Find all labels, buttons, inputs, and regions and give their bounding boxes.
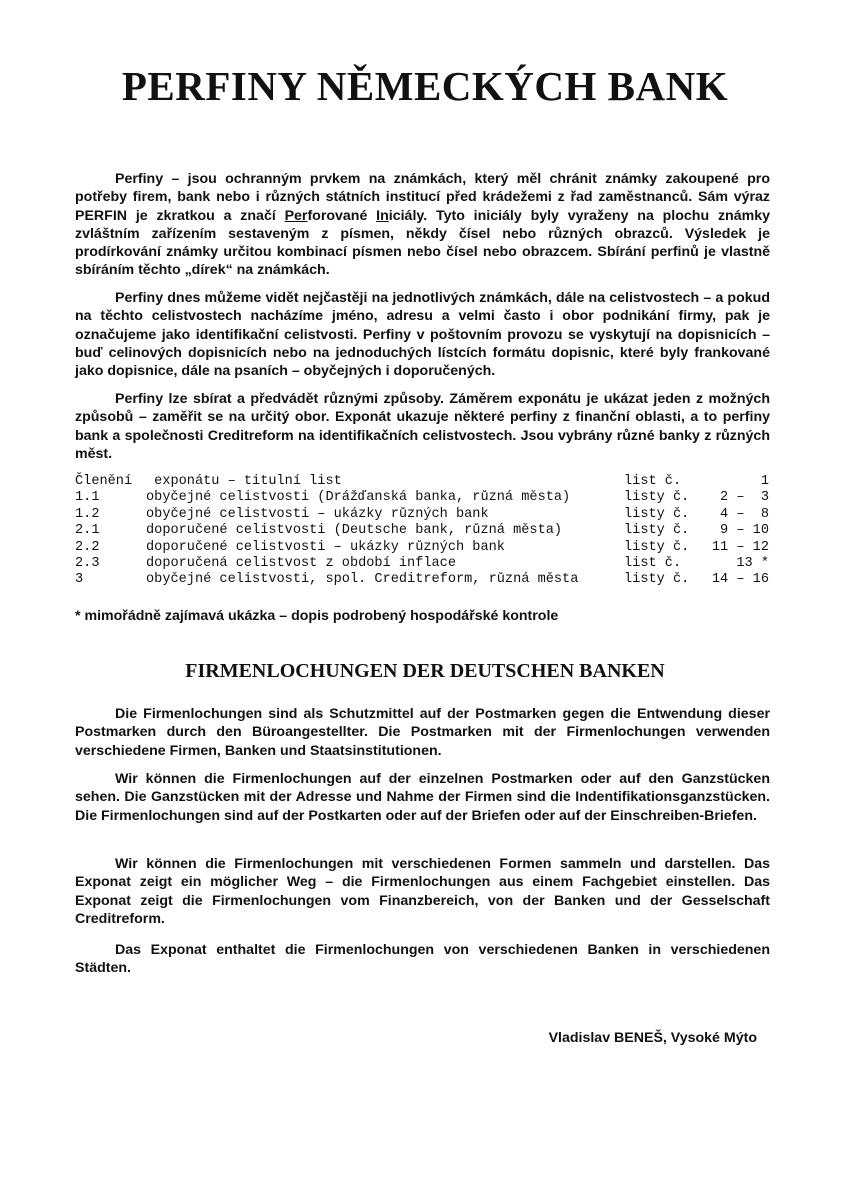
czech-p1-text-c: iciály. Tyto iniciály byly vyraženy na plochu známky zvláštním zařízením sestaveným z písmen, někdy čísel nebo různých obrazců. Výsledek je prodírkování známky určitou kombinací písmen nebo čísel nebo obrazcem. Sbírání perfinů je vlastně sbíráním těchto „dírek“ na známkách.: [75, 207, 770, 279]
toc-row: [75, 556, 775, 572]
czech-paragraph-1: [75, 170, 770, 280]
toc-sheet-label: listy č.: [624, 572, 690, 588]
toc-number: 2.3: [75, 555, 100, 571]
german-paragraph-1: Die Firmenlochungen sind als Schutzmittel auf der Postmarken gegen die Entwendung dieser Postmarken durch den Büroangestellter. Die Postmarken mit der Firmenlochungen verwenden verschiedene Firmen, Banken und Staatsinstitutionen.: [75, 706, 770, 759]
czech-p1-underline-per: Per: [284, 207, 308, 224]
toc-sheet-label: listy č.: [624, 523, 690, 539]
toc-sheet-label: list č.: [624, 555, 682, 571]
toc-description: doporučené celistvosti (Deutsche bank, různá města): [146, 523, 563, 539]
czech-paragraph-2: Perfiny dnes můžeme vidět nejčastěji na jednotlivých známkách, dále na celistvostech – a pokud na těchto celistvostech nacházíme jméno, adresu a velmi často i obor podnikání firmy, pak je označujeme jako identifikační celistvosti. Perfiny v poštovním provozu se vyskytují na dopisnicích – buď celinových dopisnicích nebo na jednoduchých lístcích formátu dopisnic, které byly frankované jako dopisnice, dále na psaních – obyčejných i doporučených.: [75, 290, 770, 380]
toc-number: Členění: [75, 474, 133, 489]
toc-row: [75, 507, 775, 523]
toc-description: obyčejné celistvosti, spol. Creditreform, různá města: [146, 572, 579, 588]
toc-sheet-label: listy č.: [624, 490, 690, 506]
page-title: PERFINY NĚMECKÝCH BANK: [121, 63, 729, 109]
german-paragraph-2: Wir können die Firmenlochungen auf der einzelnen Postmarken oder auf den Ganzstücken sehen. Die Ganzstücken mit der Adresse und Nahme der Firmen sind die Indentifikationsganzstücken. Die Firmenlochungen sind auf der Postkarten oder auf der Briefen oder auf der Einschreiben-Briefen.: [75, 771, 770, 824]
toc-sheet-range: 1: [760, 474, 769, 489]
toc-number: 1.1: [75, 490, 100, 506]
toc-row: [75, 572, 775, 588]
czech-p1-underline-in: In: [376, 207, 389, 224]
czech-p1-text-b: forované: [307, 207, 377, 224]
german-section-title: FIRMENLOCHUNGEN DER DEUTSCHEN BANKEN: [185, 660, 665, 682]
toc-description: exponátu – titulní list: [146, 474, 342, 489]
german-paragraph-4: Das Exponat enthaltet die Firmenlochungen von verschiedenen Banken in verschiedenen Städten.: [75, 942, 770, 977]
toc-row: [75, 540, 775, 556]
czech-paragraph-3: Perfiny lze sbírat a předvádět různými způsoby. Záměrem exponátu je ukázat jeden z možných způsobů – zaměřit se na určitý obor. Exponát ukazuje některé perfiny z finanční oblasti, a to perfiny bank a společnosti Creditreform na identifikačních celistvostech. Jsou vybrány různé banky z různých měst.: [75, 391, 770, 462]
toc-row: [75, 490, 775, 506]
author-signature: Vladislav BENEŠ, Vysoké Mýto: [548, 1030, 757, 1046]
toc-row: [75, 474, 775, 490]
toc-number: 3: [75, 572, 84, 588]
toc-number: 2.1: [75, 523, 100, 539]
toc-description: obyčejné celistvosti (Drážďanská banka, různá města): [146, 490, 571, 506]
toc-number: 2.2: [75, 539, 100, 555]
exhibit-contents-list: [75, 474, 775, 589]
toc-sheet-range: 14 – 16: [711, 572, 769, 588]
toc-sheet-label: listy č.: [624, 506, 690, 522]
toc-description: obyčejné celistvosti – ukázky různých bank: [146, 506, 489, 522]
toc-sheet-label: listy č.: [624, 539, 690, 555]
toc-row: [75, 523, 775, 539]
toc-sheet-range: 11 – 12: [711, 539, 769, 555]
toc-sheet-range: 13 *: [736, 555, 769, 571]
toc-sheet-range: 9 – 10: [720, 523, 769, 539]
toc-sheet-range: 2 – 3: [720, 490, 769, 506]
toc-description: doporučené celistvosti – ukázky různých bank: [146, 539, 505, 555]
toc-number: 1.2: [75, 506, 100, 522]
toc-description: doporučená celistvost z období inflace: [146, 555, 456, 571]
german-paragraph-3: Wir können die Firmenlochungen mit verschiedenen Formen sammeln und darstellen. Das Exponat zeigt ein möglicher Weg – die Firmenlochungen aus einem Fachgebiet einstellen. Das Exponat zeigt die Firmenlochungen vom Finanzbereich, von der Banken und der Gesselschaft Creditreform.: [75, 856, 770, 927]
toc-sheet-range: 4 – 8: [720, 506, 769, 522]
footnote: * mimořádně zajímavá ukázka – dopis podrobený hospodářské kontrole: [75, 608, 559, 624]
czech-p1-text-a: Perfiny – jsou ochranným prvkem na známkách, který měl chránit známky zakoupené pro potřeby firem, bank nebo i různých státních institucí před krádežemi z řad zaměstnanců. Sám výraz PERFIN je zkratkou a značí: [75, 171, 770, 224]
toc-sheet-label: list č.: [624, 474, 682, 489]
